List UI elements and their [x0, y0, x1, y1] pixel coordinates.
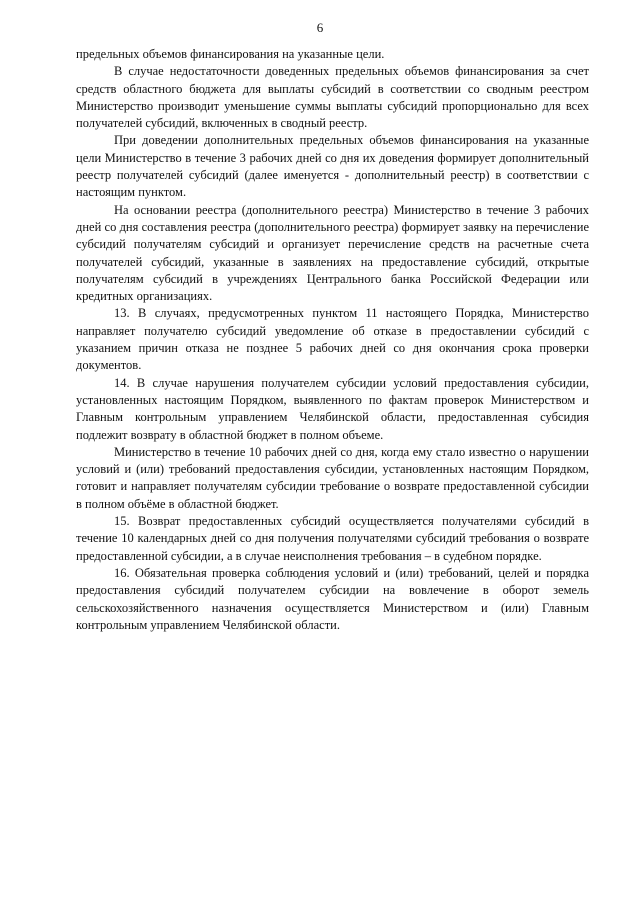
paragraph-item-15: 15. Возврат предоставленных субсидий осуществляется получателями субсидий в течение 10 календарных дней со дня получения получателями субсидий требования о возврате предоставленной субсидии, а в случае неисполнения требования – в судебном порядке. [76, 514, 589, 563]
paragraph-item-14: 14. В случае нарушения получателем субсидии условий предоставления субсидии, установленных настоящим Порядком, выявленного по фактам проверок Министерством и Главным контрольным управлением Челябинской области, предоставленная субсидия подлежит возврату в областной бюджет в полном объеме. [76, 375, 589, 442]
paragraph-transfer-request: На основании реестра (дополнительного реестра) Министерство в течение 3 рабочих дней со дня составления реестра (дополнительного реестра) формирует заявку на перечисление субсидий получателям субсидий и организует перечисление средств на расчетные счета получателей субсидий, указанные в заявлениях на предоставление субсидий, открытые получателям субсидий в учреждениях Центрального банка Российской Федерации или кредитных организациях. [76, 202, 589, 304]
paragraph-funding-shortage: В случае недостаточности доведенных предельных объемов финансирования за счет средств областного бюджета для выплаты субсидий в соответствии со сводным реестром Министерство производит уменьшение суммы выплаты субсидий пропорционально для всех получателей субсидий, включенных в сводный реестр. [76, 64, 589, 131]
document-body [76, 46, 589, 634]
paragraph-refund-demand: Министерство в течение 10 рабочих дней со дня, когда ему стало известно о нарушении условий и (или) требований предоставления субсидии, установленных настоящим Порядком, готовит и направляет получателям субсидии требование о возврате предоставленной субсидии в полном объёме в областной бюджет. [76, 444, 589, 511]
paragraph-continuation: предельных объемов финансирования на указанные цели. [76, 47, 385, 61]
paragraph-additional-registry: При доведении дополнительных предельных объемов финансирования на указанные цели Министерство в течение 3 рабочих дней со дня их доведения формирует дополнительный реестр получателей субсидий (далее именуется - дополнительный реестр) в соответствии с настоящим пунктом. [76, 133, 589, 200]
paragraph-item-13: 13. В случаях, предусмотренных пунктом 11 настоящего Порядка, Министерство направляет получателю субсидий уведомление об отказе в предоставлении субсидий с указанием причин отказа не позднее 5 рабочих дней со дня окончания срока проверки документов. [76, 306, 589, 373]
paragraph-item-16: 16. Обязательная проверка соблюдения условий и (или) требований, целей и порядка предоставления субсидий получателем субсидии на вовлечение в оборот земель сельскохозяйственного назначения осуществляется Министерством и (или) Главным контрольным управлением Челябинской области. [76, 565, 589, 632]
page-number: 6 [316, 20, 324, 35]
